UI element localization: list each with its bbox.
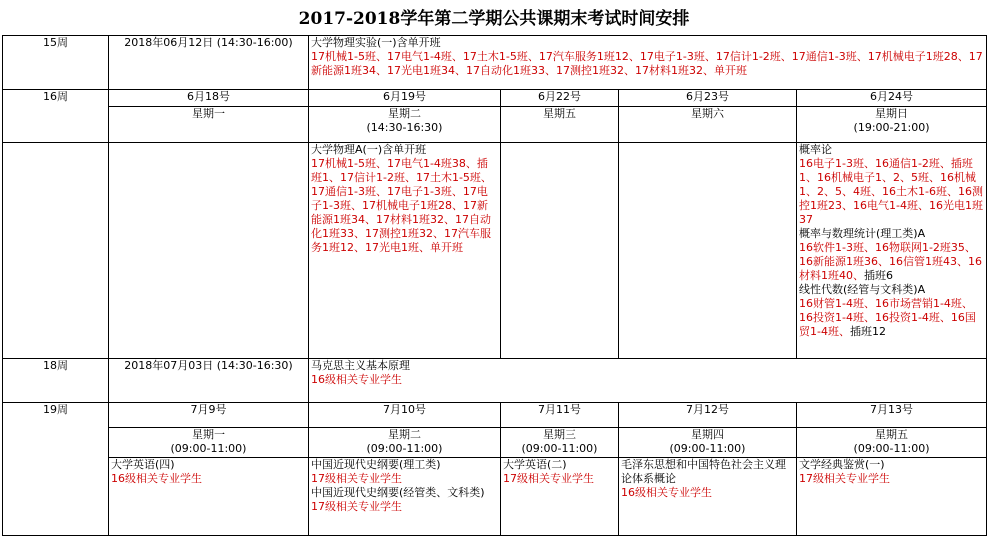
- week15-row: [3, 36, 987, 90]
- exam-cell: [797, 458, 987, 536]
- exam-cell: [501, 458, 619, 536]
- course-name: 概率论: [799, 143, 832, 156]
- date-header: 6月18号: [109, 90, 309, 107]
- week16-date-row: [3, 90, 987, 107]
- exam-cell: [309, 36, 987, 90]
- week19-content-row: [3, 458, 987, 536]
- exam-time: (09:00-11:00): [170, 442, 247, 455]
- course-name: 概率与数理统计(理工类)A: [799, 227, 926, 240]
- date-header: 6月22号: [501, 90, 619, 107]
- course-name: 马克思主义基本原理: [311, 359, 410, 372]
- class-list: 17机械1-5班、17电气1-4班38、插班1、17信计1-2班、17土木1-5班、17通信1-3班、17电子1-3班、17电子1-3班、17机械电子1班28、17新能源1班34、17材料1班32、17自动化1班33、17测控1班32、17汽车服务1班12、17光电1班、单开班: [311, 157, 492, 254]
- date-header: 7月11号: [501, 403, 619, 428]
- date-header: 7月9号: [109, 403, 309, 428]
- class-list: 17级相关专业学生: [799, 472, 890, 485]
- course-name: 中国近现代史纲要(经管类、文科类): [311, 486, 485, 499]
- class-list: 16电子1-3班、16通信1-2班、插班1、16机械电子1、2、5班、16机械1、2、5、4班、16土木1-6班、16测控1班23、16电气1-4班、16光电1班37: [799, 157, 983, 226]
- weekday-header: 星期一: [109, 107, 309, 143]
- class-list: 16级相关专业学生: [311, 373, 402, 386]
- week16-content-row: [3, 143, 987, 359]
- exam-cell: [797, 143, 987, 359]
- course-name: 毛泽东思想和中国特色社会主义理论体系概论: [621, 458, 786, 485]
- exam-cell: [109, 458, 309, 536]
- week-label: 16周: [3, 90, 109, 143]
- schedule-table: [2, 35, 987, 536]
- exam-cell: [309, 143, 501, 359]
- exam-time: (09:00-11:00): [853, 442, 930, 455]
- class-list: 16级相关专业学生: [621, 486, 712, 499]
- class-list: 17机械1-5班、17电气1-4班、17土木1-5班、17汽车服务1班12、17电子1-3班、17信计1-2班、17通信1-3班、17机械电子1班28、17新能源1班34、17光电1班34、17自动化1班33、17测控1班32、17材料1班32、单开班: [311, 50, 983, 77]
- course-name: 大学英语(四): [111, 458, 175, 471]
- week19-day-row: [3, 428, 987, 458]
- exam-time: (19:00-21:00): [853, 121, 930, 134]
- week19-date-row: [3, 403, 987, 428]
- class-list: 16财管1-4班、16市场营销1-4班、16投资1-4班、16投资1-4班、16国贸1-4班、插班12: [799, 297, 976, 338]
- weekday-header: 星期五 (09:00-11:00): [797, 428, 987, 458]
- exam-time: (09:00-11:00): [669, 442, 746, 455]
- course-name: 文学经典鉴赏(一): [799, 458, 885, 471]
- week-label: 19周: [3, 403, 109, 536]
- weekday-header: 星期一 (09:00-11:00): [109, 428, 309, 458]
- exam-time: (09:00-11:00): [366, 442, 443, 455]
- course-name: 中国近现代史纲要(理工类): [311, 458, 441, 471]
- date-header: 6月23号: [619, 90, 797, 107]
- course-name: 大学英语(二): [503, 458, 567, 471]
- date-header: 6月24号: [797, 90, 987, 107]
- empty-cell: [619, 143, 797, 359]
- class-list: 17级相关专业学生: [311, 472, 402, 485]
- date-header: 7月10号: [309, 403, 501, 428]
- exam-time: (09:00-11:00): [521, 442, 598, 455]
- empty-cell: [3, 143, 109, 359]
- exam-date: 2018年07月03日 (14:30-16:30): [109, 359, 309, 403]
- weekday-header: 星期四 (09:00-11:00): [619, 428, 797, 458]
- week-label: 15周: [3, 36, 109, 90]
- week18-row: [3, 359, 987, 403]
- date-header: 7月13号: [797, 403, 987, 428]
- exam-time: (14:30-16:30): [366, 121, 443, 134]
- class-list: 16软件1-3班、16物联网1-2班35、16新能源1班36、16信管1班43、16材料1班40、插班6: [799, 241, 982, 282]
- week16-day-row: [3, 107, 987, 143]
- exam-cell: [309, 359, 987, 403]
- date-header: 6月19号: [309, 90, 501, 107]
- exam-date: 2018年06月12日 (14:30-16:00): [109, 36, 309, 90]
- empty-cell: [109, 143, 309, 359]
- exam-cell: [309, 458, 501, 536]
- date-header: 7月12号: [619, 403, 797, 428]
- class-list: 17级相关专业学生: [311, 500, 402, 513]
- course-name: 大学物理A(一)含单开班: [311, 143, 427, 156]
- weekday-header: 星期三 (09:00-11:00): [501, 428, 619, 458]
- empty-cell: [501, 143, 619, 359]
- class-list: 16级相关专业学生: [111, 472, 202, 485]
- weekday-header: 星期日 (19:00-21:00): [797, 107, 987, 143]
- class-list: 17级相关专业学生: [503, 472, 594, 485]
- weekday-header: 星期二 (09:00-11:00): [309, 428, 501, 458]
- course-name: 线性代数(经管与文科类)A: [799, 283, 926, 296]
- week-label: 18周: [3, 359, 109, 403]
- course-name: 大学物理实验(一)含单开班: [311, 36, 441, 49]
- weekday-header: 星期六: [619, 107, 797, 143]
- weekday-header: 星期五: [501, 107, 619, 143]
- weekday-header: 星期二 (14:30-16:30): [309, 107, 501, 143]
- exam-cell: [619, 458, 797, 536]
- page-title: 2017-2018学年第二学期公共课期末考试时间安排: [298, 9, 690, 29]
